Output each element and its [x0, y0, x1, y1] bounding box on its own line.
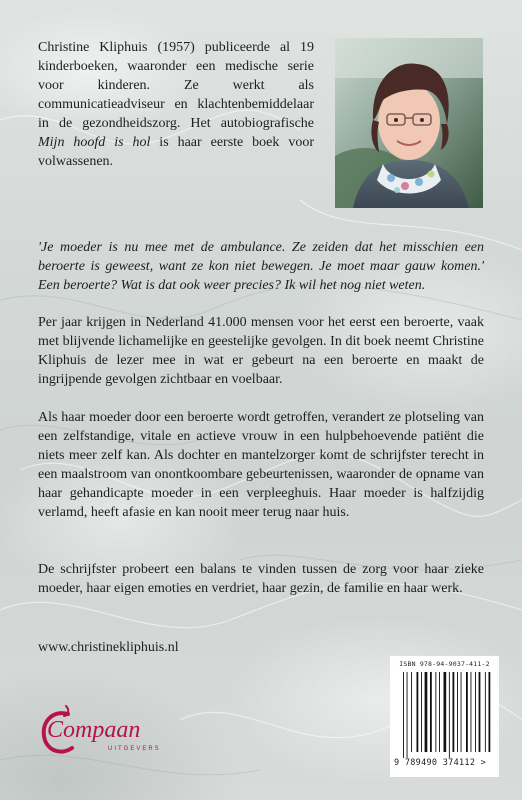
barcode-bars: [403, 672, 491, 758]
barcode-bar: [444, 672, 447, 752]
barcode-bar: [407, 672, 408, 758]
author-photo: [335, 38, 483, 208]
barcode-bar: [489, 672, 491, 752]
isbn-digits: 9 789490 374112 >: [394, 758, 487, 768]
bio-intro: Christine Kliphuis (1957) publiceerde al 19 kinderboeken, waaronder een medische serie voor kinderen. Ze werkt als communicatieadviseur en klachtenbemiddelaar in de gezondheidszorg. Het autobiografische: [38, 40, 314, 131]
barcode-bar: [461, 672, 462, 752]
blurb-paragraph-1: Per jaar krijgen in Nederland 41.000 mensen voor het eerst een beroerte, vaak met blijvende lichamelijke en geestelijke gevolgen. In dit boek neemt Christine Kliphuis de lezer mee in wat er gebeurt na een beroerte en maakt de ingrijpende gevolgen zichtbaar en voelbaar.: [38, 315, 484, 387]
barcode-bar: [435, 672, 436, 752]
barcode-bar: [466, 672, 468, 752]
author-website: www.christinekliphuis.nl: [38, 640, 179, 655]
publisher-logo-word: Compaan: [47, 717, 141, 743]
barcode-bar: [453, 672, 455, 752]
book-title: Mijn hoofd is hol: [38, 135, 151, 150]
blurb-paragraph-3: De schrijfster probeert een balans te vinden tussen de zorg voor haar zieke moeder, haar eigen emoties en verdriet, haar gezin, de familie en haar werk.: [38, 562, 484, 596]
barcode-bar: [425, 672, 428, 752]
barcode-bar: [471, 672, 472, 752]
barcode-bar: [479, 672, 481, 752]
barcode-bar: [421, 672, 422, 752]
barcode-bar: [457, 672, 458, 752]
publisher-logo: [38, 700, 163, 762]
barcode-bar: [439, 672, 440, 752]
barcode-bar: [485, 672, 486, 752]
barcode-bar: [430, 672, 432, 752]
publisher-logo-sub: UITGEVERS: [108, 746, 161, 752]
opening-quote: 'Je moeder is nu mee met de ambulance. Ze zeiden dat het misschien een beroerte is geweest, want ze kon niet bewegen. Je moet maar gauw komen.' Een beroerte? Wat is dat ook weer precies? Ik wil het nog niet weten.: [38, 240, 484, 293]
bio-outro: is haar eerste boek voor volwassenen.: [38, 135, 314, 169]
barcode-bar: [417, 672, 419, 752]
blurb-paragraph-2: Als haar moeder door een beroerte wordt getroffen, verandert ze plotseling van een zelfstandige, vitale en actieve vrouw in een hulpbehoevende patiënt die niets meer zelf kan. Als dochter en mantelzorger komt de schrijfster terecht in een maalstroom van onontkoombare gebeurtenissen, waaronder de opname van haar gehandicapte moeder in een verpleeghuis. Haar moeder is halfzijdig verlamd, heeft afasie en kan nooit meer terug naar huis.: [38, 410, 484, 520]
barcode-bar: [475, 672, 476, 752]
isbn-label: ISBN 978-94-9037-411-2: [399, 660, 490, 668]
author-bio: [38, 38, 314, 171]
barcode-bar: [403, 672, 404, 758]
barcode-bar: [449, 672, 450, 758]
isbn-barcode: [390, 656, 499, 777]
barcode-bar: [411, 672, 412, 752]
